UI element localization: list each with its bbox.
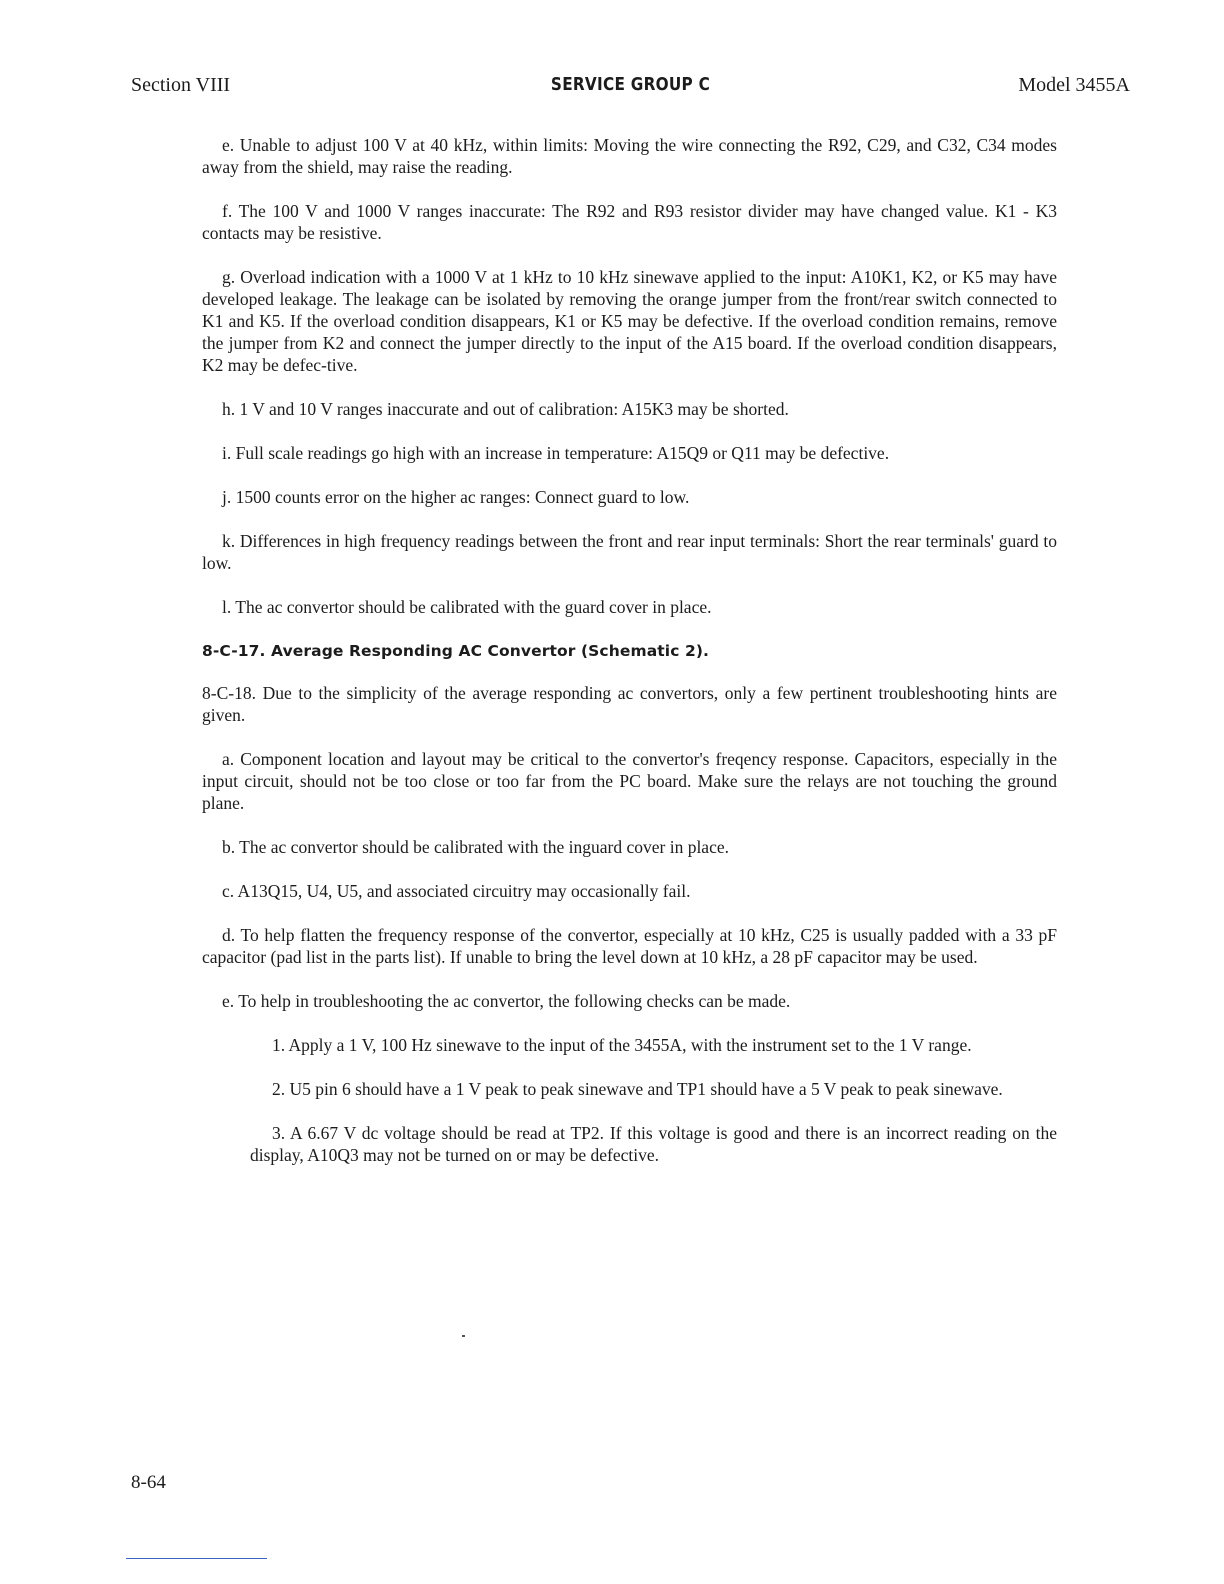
scan-speck <box>462 1335 465 1337</box>
paragraph-c: c. A13Q15, U4, U5, and associated circuitry may occasionally fail. <box>222 881 691 901</box>
page-number: 8-64 <box>131 1472 166 1493</box>
paragraph-b: b. The ac convertor should be calibrated with the inguard cover in place. <box>222 837 729 857</box>
paragraph-f: f. The 100 V and 1000 V ranges inaccurate: The R92 and R93 resistor divider may have changed value. K1 - K3 contacts may be resistive. <box>202 201 1057 243</box>
section-label: Section VIII <box>131 74 231 96</box>
paragraph-l: l. The ac convertor should be calibrated with the guard cover in place. <box>222 597 712 617</box>
paragraph-d: d. To help flatten the frequency response of the convertor, especially at 10 kHz, C25 is usually padded with a 33 pF capacitor (pad list in the parts list). If unable to bring the level down at 10 kHz, a 28 pF capacitor may be used. <box>202 925 1057 967</box>
page-body <box>202 134 1057 1188</box>
paragraph-k: k. Differences in high frequency readings between the front and rear input terminals: Short the rear terminals' guard to low. <box>202 531 1057 573</box>
section-heading: 8-C-17. Average Responding AC Convertor (Schematic 2). <box>202 642 710 660</box>
paragraph-8-c-18: 8-C-18. Due to the simplicity of the average responding ac convertors, only a few pertinent troubleshooting hints are given. <box>202 683 1057 725</box>
paragraph-h: h. 1 V and 10 V ranges inaccurate and out of calibration: A15K3 may be shorted. <box>222 399 789 419</box>
check-item: 2. U5 pin 6 should have a 1 V peak to peak sinewave and TP1 should have a 5 V peak to peak sinewave. <box>272 1079 1003 1099</box>
paragraph-j: j. 1500 counts error on the higher ac ranges: Connect guard to low. <box>222 487 690 507</box>
paragraph-a: a. Component location and layout may be critical to the convertor's freqency response. Capacitors, especially in the input circuit, should not be too close or too far from the PC board. Make sure the relays are not touching the ground plane. <box>202 749 1057 813</box>
paragraph-e-top: e. Unable to adjust 100 V at 40 kHz, within limits: Moving the wire connecting the R92, C29, and C32, C34 modes away from the shield, may raise the reading. <box>202 135 1057 177</box>
check-item: 1. Apply a 1 V, 100 Hz sinewave to the input of the 3455A, with the instrument set to the 1 V range. <box>272 1035 972 1055</box>
model-label: Model 3455A <box>1018 74 1130 96</box>
footer-rule <box>126 1558 267 1559</box>
page-header <box>131 74 1130 104</box>
service-group-title: SERVICE GROUP C <box>550 74 711 95</box>
check-item: 3. A 6.67 V dc voltage should be read at TP2. If this voltage is good and there is an incorrect reading on the display, A10Q3 may not be turned on or may be defective. <box>250 1123 1057 1165</box>
paragraph-i: i. Full scale readings go high with an increase in temperature: A15Q9 or Q11 may be defective. <box>222 443 890 463</box>
paragraph-e-checks: e. To help in troubleshooting the ac convertor, the following checks can be made. <box>222 991 791 1011</box>
paragraph-g: g. Overload indication with a 1000 V at 1 kHz to 10 kHz sinewave applied to the input: A10K1, K2, or K5 may have developed leakage. The leakage can be isolated by removing the orange jumper from the front/rear switch connected to K1 and K5. If the overload condition disappears, K1 or K5 may be defective. If the overload condition remains, remove the jumper from K2 and connect the jumper directly to the input of the A15 board. If the overload condition disappears, K2 may be defec-tive. <box>202 267 1057 375</box>
